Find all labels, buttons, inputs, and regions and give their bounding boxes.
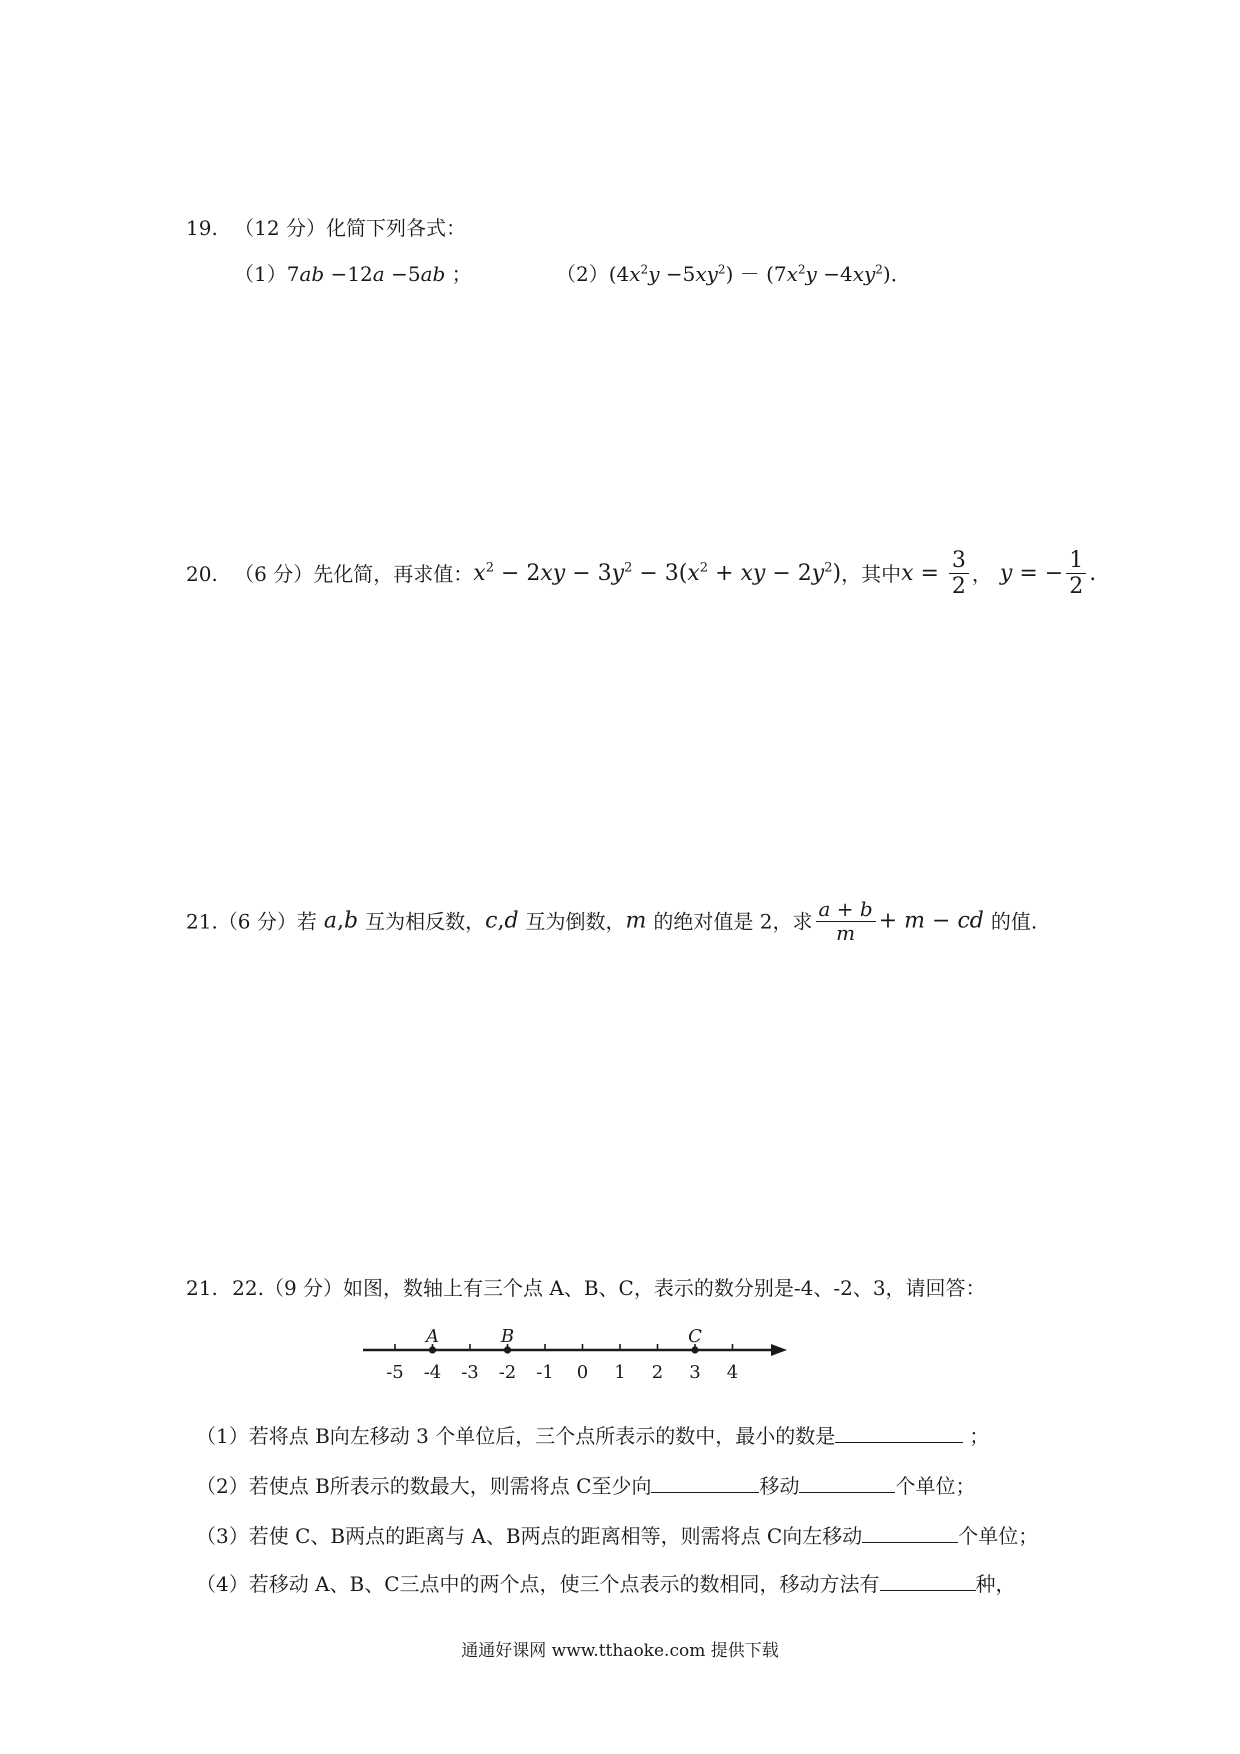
- math-y: y = −: [999, 560, 1064, 586]
- part-end: ．: [890, 262, 911, 286]
- tick-label: 3: [689, 1362, 701, 1383]
- tick-label: -2: [498, 1362, 517, 1383]
- math-m: m: [625, 908, 647, 934]
- separator: ，: [971, 561, 992, 586]
- question-22: [186, 1272, 986, 1301]
- sub-question-text: （2）若使点 B所表示的数最大，则需将点 C至少向: [196, 1474, 652, 1498]
- part-label: （1）: [234, 262, 287, 286]
- sub-question-end: ；: [969, 1424, 990, 1448]
- math-expression: $(7x^2y -4xy^2)$: [766, 262, 891, 286]
- arrow-right-icon: [771, 1344, 787, 1356]
- fraction-numerator: a + b: [816, 898, 876, 922]
- point-label: B: [500, 1326, 515, 1347]
- point-label: A: [426, 1326, 439, 1347]
- fraction-numerator: 3: [949, 548, 969, 574]
- question-stem: 化简下列各式：: [325, 216, 466, 240]
- point-dot: [429, 1346, 436, 1353]
- point-dot: [504, 1346, 511, 1353]
- number-line-group: [363, 1326, 787, 1383]
- sub-question-text: （1）若将点 B向左移动 3 个单位后，三个点所表示的数中，最小的数是: [196, 1424, 836, 1448]
- question-score: （12 分）: [234, 216, 326, 240]
- question-stem: 22.（9 分）如图，数轴上有三个点 A、B、C，表示的数分别是-4、-2、3，请回答：: [232, 1276, 986, 1300]
- sub-question-end: 个单位；: [895, 1474, 976, 1498]
- fraction-numerator: 1: [1066, 548, 1086, 574]
- sub-question-text: （4）若移动 A、B、C三点中的两个点，使三个点表示的数相同，移动方法有: [196, 1572, 880, 1596]
- tick-label: -4: [423, 1362, 442, 1383]
- text-where: ，其中: [841, 561, 902, 586]
- question-stem: 先化简，再求值：: [313, 561, 474, 586]
- tick-label: -5: [386, 1362, 404, 1383]
- number-line: [355, 1310, 825, 1390]
- fraction-denominator: 2: [1069, 574, 1084, 600]
- text: 若: [296, 909, 317, 934]
- math-expression: 7ab −12a −5ab: [286, 262, 446, 286]
- question-22-part-1: [196, 1420, 989, 1449]
- page-footer: 通通好课网 www.tthaoke.com 提供下载: [461, 1641, 779, 1661]
- sub-question-end: 个单位；: [958, 1524, 1039, 1548]
- question-number: 20.: [186, 561, 218, 586]
- question-22-part-4: [196, 1568, 1016, 1597]
- text: 的值.: [990, 909, 1038, 934]
- question-19: [186, 212, 466, 241]
- fraction-y: [1066, 548, 1086, 600]
- math-expression: + m − cd: [878, 908, 984, 934]
- fraction-denominator: m: [836, 921, 856, 945]
- tick-label: 2: [651, 1362, 664, 1383]
- answer-blank: [835, 1424, 963, 1443]
- math-cd: c,d: [485, 908, 519, 934]
- text: 互为相反数，: [365, 909, 486, 934]
- part-end: ；: [451, 262, 472, 286]
- math-expression: $x^2 - 2xy - 3y^2 - 3(x^2$ + xy − $2y^2$): [473, 561, 842, 587]
- text: 互为倒数，: [525, 909, 626, 934]
- fraction-expression: [816, 898, 876, 945]
- math-expression: $(4x^2y -5xy^2)$: [608, 262, 734, 286]
- question-number: 19.: [186, 216, 218, 240]
- answer-blank: [862, 1524, 958, 1543]
- tick-label: -3: [461, 1362, 479, 1383]
- part-label: （2）: [556, 262, 609, 286]
- sub-question-text: （3）若使 C、B两点的距离与 A、B两点的距离相等，则需将点 C向左移动: [196, 1524, 863, 1548]
- point-dot: [691, 1346, 698, 1353]
- math-x: x =: [901, 560, 946, 586]
- question-number: 21.: [186, 909, 218, 934]
- question-20: [186, 548, 1096, 600]
- sub-question-end: 种，: [975, 1572, 1016, 1596]
- question-19-part-1: [234, 258, 472, 287]
- answer-blank: [799, 1474, 895, 1493]
- minus-sign: －: [739, 262, 760, 286]
- end-mark: .: [1089, 560, 1097, 586]
- question-number: 21.: [186, 1276, 218, 1300]
- tick-label: 1: [614, 1362, 626, 1383]
- math-ab: a,b: [323, 908, 359, 934]
- question-21: [186, 898, 1037, 945]
- tick-label: 0: [576, 1362, 589, 1383]
- question-22-part-2: [196, 1470, 975, 1499]
- fraction-x: [949, 548, 969, 600]
- question-22-part-3: [196, 1520, 1038, 1549]
- question-19-part-2: [556, 258, 911, 287]
- question-score: （6 分）: [234, 561, 314, 586]
- text: 的绝对值是 2，求: [653, 909, 813, 934]
- question-score: （6 分）: [217, 909, 297, 934]
- answer-blank: [651, 1474, 759, 1493]
- point-label: C: [688, 1326, 702, 1347]
- answer-blank: [880, 1572, 976, 1591]
- tick-label: 4: [726, 1362, 739, 1383]
- fraction-denominator: 2: [951, 574, 966, 600]
- sub-question-mid: 移动: [759, 1474, 800, 1498]
- tick-label: -1: [536, 1362, 554, 1383]
